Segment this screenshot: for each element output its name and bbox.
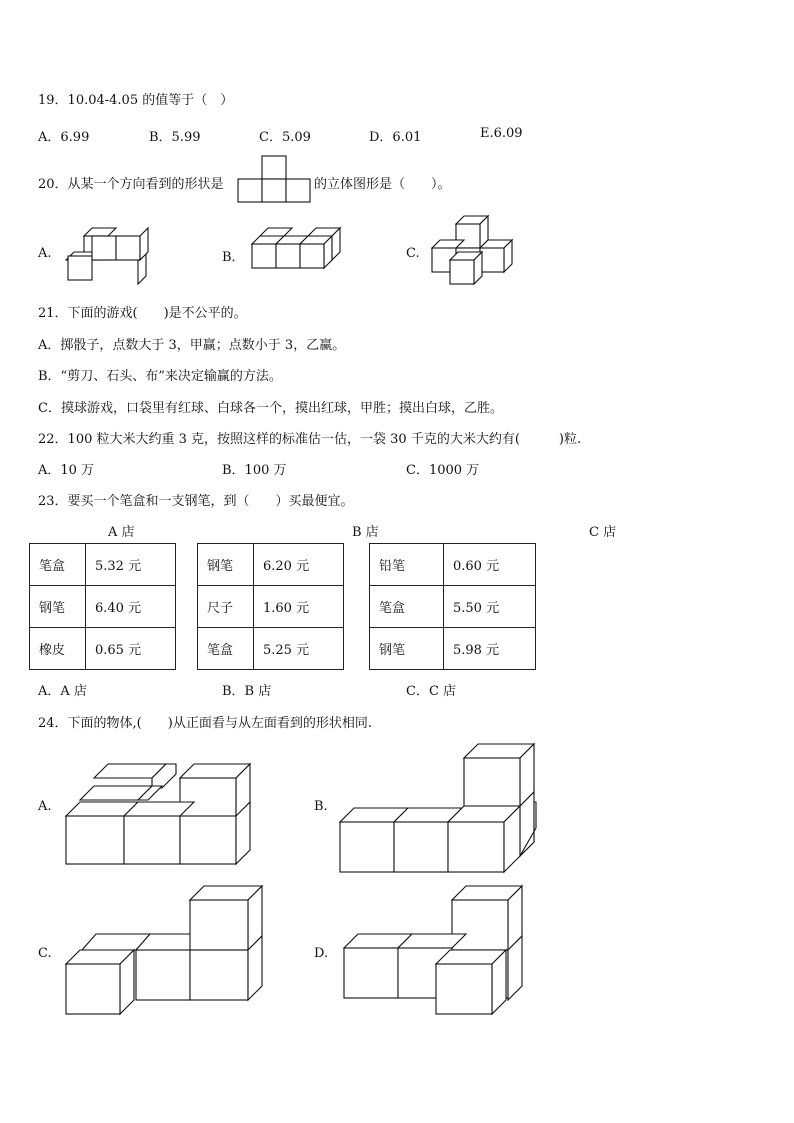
table-row [370, 628, 536, 670]
item-price: 1.60 元 [254, 586, 344, 628]
q23-option-c: C．C 店 [406, 684, 457, 699]
q24-option-a-figure [66, 760, 256, 864]
item-name: 橡皮 [30, 628, 86, 670]
q24-option-c-figure [66, 884, 266, 1016]
q20-option-b-figure [252, 228, 342, 276]
item-name: 钢笔 [30, 586, 86, 628]
q21-stem: 21．下面的游戏( )是不公平的。 [38, 306, 247, 321]
q20-option-b: B． [222, 250, 245, 265]
table-row [370, 544, 536, 586]
q20-option-a-figure [66, 222, 156, 282]
table-row [30, 544, 176, 586]
q24-option-a: A. [38, 799, 52, 814]
q24-option-c: C. [38, 946, 52, 961]
table-row [198, 628, 344, 670]
item-name: 铅笔 [370, 544, 444, 586]
item-price: 5.25 元 [254, 628, 344, 670]
item-price: 5.50 元 [444, 586, 536, 628]
q19-option-b: B．5.99 [149, 130, 201, 145]
q20-view-shape [238, 156, 310, 204]
q21-option-b: B．“剪刀、石头、布”来决定输赢的方法。 [38, 369, 282, 384]
q24-stem: 24．下面的物体,( )从正面看与从左面看到的形状相同. [38, 716, 372, 731]
q23-store-c-label: C 店 [589, 525, 617, 540]
q23-store-a-label: A 店 [108, 525, 135, 540]
q24-option-b: B. [314, 799, 328, 814]
table-row [198, 544, 344, 586]
q20-stem-suffix: 的立体图形是（ ）。 [314, 177, 451, 192]
q20-option-a: A. [38, 246, 52, 261]
q19-stem: 19．10.04-4.05 的值等于（ ） [38, 93, 234, 108]
q23-store-b-label: B 店 [352, 525, 379, 540]
item-price: 5.32 元 [86, 544, 176, 586]
item-name: 笔盒 [370, 586, 444, 628]
q22-option-b: B．100 万 [222, 463, 287, 478]
q24-option-d-figure [344, 884, 534, 1016]
item-name: 钢笔 [370, 628, 444, 670]
q23-stem: 23．要买一个笔盒和一支钢笔，到（ ）买最便宜。 [38, 494, 354, 509]
table-row [30, 586, 176, 628]
q21-option-c: C．摸球游戏，口袋里有红球、白球各一个，摸出红球，甲胜；摸出白球，乙胜。 [38, 401, 503, 416]
q22-option-a: A．10 万 [38, 463, 95, 478]
table-row [30, 628, 176, 670]
q23-option-b: B．B 店 [222, 684, 272, 699]
item-name: 笔盒 [198, 628, 254, 670]
q24-option-b-figure [340, 742, 540, 872]
item-price: 5.98 元 [444, 628, 536, 670]
q19-option-e: E.6.09 [480, 126, 523, 141]
q22-option-c: C．1000 万 [406, 463, 480, 478]
item-name: 笔盒 [30, 544, 86, 586]
item-name: 钢笔 [198, 544, 254, 586]
item-name: 尺子 [198, 586, 254, 628]
q23-store-b-table [197, 543, 344, 670]
item-price: 6.20 元 [254, 544, 344, 586]
q20-option-c: C. [406, 246, 420, 261]
q23-store-c-table [369, 543, 536, 670]
q23-store-a-table [29, 543, 176, 670]
q19-option-d: D．6.01 [369, 130, 422, 145]
item-price: 0.65 元 [86, 628, 176, 670]
q20-stem-prefix: 20．从某一个方向看到的形状是 [38, 177, 224, 192]
table-row [198, 586, 344, 628]
item-price: 6.40 元 [86, 586, 176, 628]
q21-option-a: A．掷骰子，点数大于 3，甲赢；点数小于 3，乙赢。 [38, 338, 346, 353]
q22-stem: 22．100 粒大米大约重 3 克，按照这样的标准估一估，一袋 30 千克的大米大约有( )粒. [38, 432, 582, 447]
q24-option-d: D. [314, 946, 329, 961]
q19-option-a: A．6.99 [38, 130, 90, 145]
item-price: 0.60 元 [444, 544, 536, 586]
q19-option-c: C．5.09 [259, 130, 311, 145]
q23-option-a: A．A 店 [38, 684, 87, 699]
table-row [370, 586, 536, 628]
q20-option-c-figure [432, 216, 514, 288]
